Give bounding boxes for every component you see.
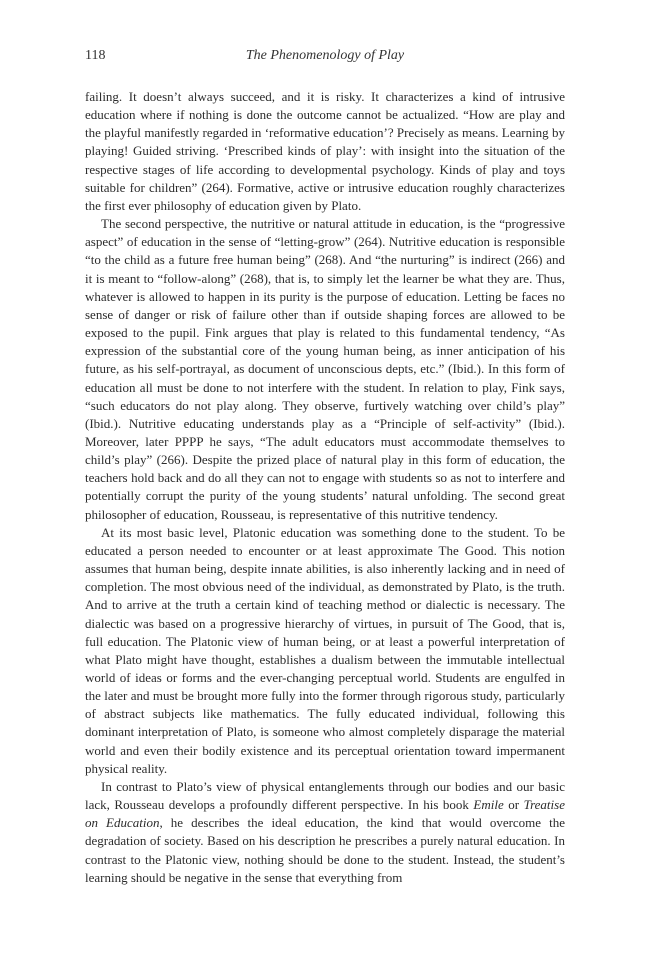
- paragraph-4: [85, 778, 565, 887]
- paragraph-4-connector: or: [503, 797, 524, 813]
- paragraph-3: At its most basic level, Platonic education was something done to the student. To be educated a person needed to encounter or at least approximate The Good. This notion assumes that human being, despite innate abilities, is also inherently lacking and in need of completion. The most obvious need of the individual, as demonstrated by Plato, is the truth. And to arrive at the truth a certain kind of teaching method or dialectic is necessary. The dialectic was based on a progressive hierarchy of virtues, in pursuit of The Good, that is, full education. The Platonic view of human being, or at least a powerful interpretation of what Plato might have thought, establishes a dualism between the immutable intellectual world of ideas or forms and the ever-changing perceptual world. Students are engulfed in the later and must be brought more fully into the former through rigorous study, particularly of abstract subjects like mathematics. The fully educated individual, following this dominant interpretation of Plato, is someone who almost completely disparage the material world and even their bodily existence and its perceptual orientation toward impermanent physical reality.: [85, 524, 565, 776]
- paragraph-2: The second perspective, the nutritive or natural attitude in education, is the “progressive aspect” of education in the sense of “letting-grow” (264). Nutritive education is responsible “to the child as a future free human being” (268). And “the nurturing” is indirect (266) and it is meant to “follow-along” (268), that is, to simply let the learner be what they are. Thus, whatever is allowed to happen in its purity is the purpose of education. Letting be faces no sense of danger or risk of failure other than if outside shaping forces are allowed to be exposed to the pupil. Fink argues that play is related to this fundamental tendency, “As expression of the substantial core of the young human being, as inner anticipation of his future, as his self-portrayal, as document of unconscious depts, etc.” (Ibid.). In this form of education all must be done to not interfere with the student. In relation to play, Fink says, “such educators do not play along. They observe, furtively watching over child’s play” (Ibid.). Nutritive educating understands play as a “Principle of self-activity” (Ibid.). Moreover, later PPPP he says, “The adult educators must accommodate themselves to child’s play” (266). Despite the prized place of natural play in this form of education, the teachers hold back and do all they can not to engage with students so as not to interfere and potentially corrupt the purity of the young students’ natural unfolding. The second great philosopher of education, Rousseau, is representative of this nutritive tendency.: [85, 216, 565, 522]
- paragraph-4-text-end: , he describes the ideal education, the kind that would overcome the degradation of society. Based on his description he prescribes a purely natural education. In contrast to the Platonic view, nothing should be done to the student. Instead, the student’s learning should be negative in the sense that everything from: [85, 815, 565, 885]
- running-head: [85, 48, 565, 68]
- paragraph-4-text-start: In contrast to Plato’s view of physical entanglements through our bodies and our basic lack, Rousseau develops a profoundly different perspective. In his book: [85, 778, 565, 813]
- page-number: 118: [85, 48, 106, 63]
- body-text: [85, 88, 565, 887]
- running-title: The Phenomenology of Play: [245, 48, 405, 63]
- book-title-emile: Emile: [473, 797, 504, 813]
- book-title-treatise: Treatise on Education: [85, 797, 565, 831]
- paragraph-1: failing. It doesn’t always succeed, and it is risky. It characterizes a kind of intrusive education where if nothing is done the outcome cannot be actualized. “How are play and the playful manifestly regarded in ‘reformative education’? Precisely as means. Learning by playing! Guided striving. ‘Prescribed kinds of play’: with insight into the situation of the respective stages of life according to developmental psychology. Kinds of play and toys suitable for children” (264). Formative, active or intrusive education roughly characterizes the first ever philosophy of education given by Plato.: [85, 89, 565, 213]
